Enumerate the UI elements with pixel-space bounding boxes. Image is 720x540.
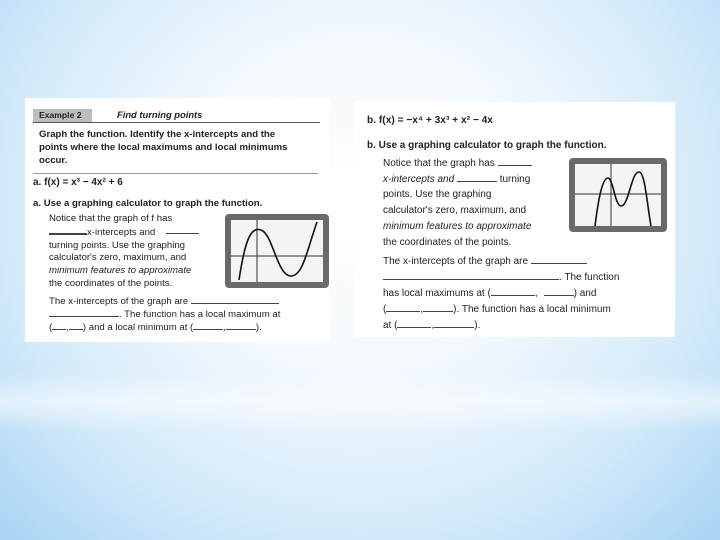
part-a-function: f(x) = x³ − 4x² + 6 — [44, 177, 123, 188]
comma: , — [420, 304, 424, 315]
xint-line-4 — [383, 302, 611, 316]
graph-area — [231, 220, 323, 282]
part-b-function: f(x) = −x⁴ + 3x³ + x² − 4x — [378, 115, 493, 126]
blank — [423, 302, 453, 312]
intro-line-2: points where the local maximums and local minimums — [39, 142, 288, 153]
xint-line-1 — [383, 254, 587, 268]
step-a-label: a. — [33, 198, 42, 209]
xint-line-2 — [383, 270, 619, 284]
xint-text: The x-intercepts of the graph are — [383, 256, 529, 267]
step-b-row — [367, 139, 606, 152]
blank — [434, 318, 474, 328]
part-a-row — [33, 173, 318, 189]
notice-text: turning — [499, 174, 531, 185]
xint-text: ) and a local minimum at ( — [82, 322, 194, 333]
notice-line-3: points. Use the graphing — [383, 189, 492, 200]
notice-line-3 — [49, 238, 185, 252]
blank-xint — [166, 233, 199, 234]
blank — [531, 254, 587, 264]
notice-text: Notice that the graph has — [383, 158, 495, 169]
step-a-text: Use a graphing calculator to graph the function. — [43, 198, 263, 209]
paren: ). — [474, 320, 481, 331]
blank — [386, 302, 420, 312]
notice-line-5: minimum features to approximate — [49, 265, 192, 276]
blank — [383, 270, 559, 280]
quartic-graph — [575, 164, 661, 226]
part-b-label: b. — [367, 115, 377, 126]
notice-line-6: the coordinates of the points. — [49, 278, 173, 289]
xint-text: has local maximums at ( — [383, 288, 491, 299]
example-title: Find turning points — [117, 109, 203, 120]
blank — [457, 172, 497, 182]
notice-line-6: the coordinates of the points. — [383, 237, 512, 248]
notice-line-1 — [383, 156, 532, 170]
notice-line-5: minimum features to approximate — [383, 221, 532, 232]
notice-line-1: Notice that the graph of f has — [49, 213, 173, 224]
blank — [52, 320, 66, 330]
paren: ( — [49, 322, 53, 333]
xint-text: . The function has a local maximum at — [119, 309, 281, 320]
notice-line-2 — [383, 172, 530, 186]
paren: ). — [255, 322, 262, 333]
xint-text: ) and — [573, 288, 597, 299]
example-tag: Example 2 — [33, 109, 92, 122]
cubic-graph — [231, 220, 323, 282]
xint-text: at ( — [383, 320, 398, 331]
example-right-card — [355, 102, 675, 337]
blank — [498, 156, 532, 166]
blank — [491, 286, 535, 296]
notice-line-4: calculator's zero, maximum, and — [49, 252, 187, 263]
xint-line-5 — [383, 318, 480, 332]
notice-line-4: calculator's zero, maximum, and — [383, 205, 527, 216]
xint-line-3 — [49, 320, 262, 334]
step-b-label: b. — [367, 140, 376, 151]
step-b-text: Use a graphing calculator to graph the function. — [378, 140, 607, 151]
xint-text: . The function — [559, 272, 620, 283]
example-header — [33, 108, 320, 123]
comma: , — [66, 322, 69, 333]
blank — [69, 320, 83, 330]
intro-line-3: occur. — [39, 155, 68, 166]
blank — [191, 294, 279, 304]
step-a-row — [33, 197, 262, 210]
xint-line-3 — [383, 286, 596, 300]
comma: , — [223, 322, 226, 333]
comma: , — [534, 288, 538, 299]
blank — [226, 320, 256, 330]
xint-text: The x-intercepts of the graph are — [49, 296, 189, 307]
blank — [193, 320, 223, 330]
xint-line-2 — [49, 307, 280, 321]
graph-area — [575, 164, 661, 226]
blank — [544, 286, 574, 296]
part-b-row — [367, 114, 493, 127]
intro-line-1: Graph the function. Identify the x-intercepts and the — [39, 129, 276, 140]
background-light-band — [0, 372, 720, 432]
notice-text: x-intercepts and — [383, 174, 455, 185]
blank-turning — [49, 233, 87, 234]
xint-line-1 — [49, 294, 279, 308]
example-left-card — [25, 98, 330, 342]
comma: , — [431, 320, 435, 331]
blank — [49, 307, 119, 317]
blank — [397, 318, 431, 328]
xint-text: ). The function has a local minimum — [453, 304, 611, 315]
paren: ( — [383, 304, 387, 315]
notice-text: x-intercepts and — [87, 227, 156, 238]
notice-text: turning points. Use the graphing — [49, 240, 185, 251]
calculator-screen-a — [225, 214, 329, 288]
calculator-screen-b — [569, 158, 667, 232]
part-a-label: a. — [33, 177, 42, 188]
